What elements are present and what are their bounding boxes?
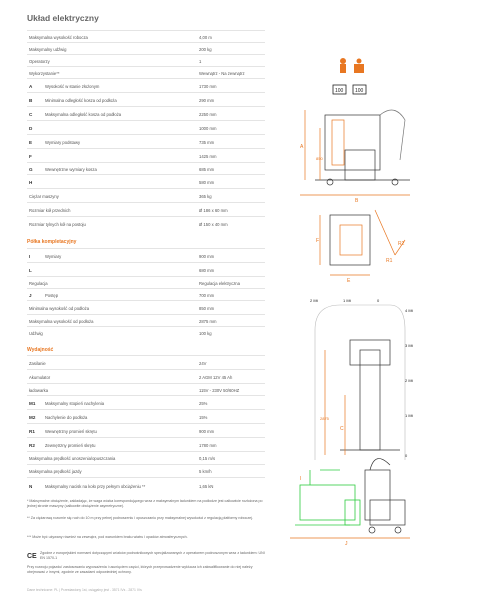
table-row bbox=[27, 202, 265, 217]
svg-text:R1: R1 bbox=[386, 258, 393, 264]
row-value: 2875 mm bbox=[199, 318, 217, 324]
row-key: M1 bbox=[29, 400, 36, 406]
table-row bbox=[27, 216, 265, 231]
row-value: 1,65 kN bbox=[199, 483, 214, 489]
row-key: C bbox=[29, 111, 33, 117]
row-value: Ø 150 x 40 mm bbox=[199, 221, 228, 227]
table-row bbox=[27, 423, 265, 438]
row-label: Wewnętrzne wymiary kosza bbox=[45, 166, 97, 172]
svg-text:R2: R2 bbox=[398, 241, 405, 247]
row-value: 1000 mm bbox=[199, 125, 217, 131]
row-value: Ø 186 x 60 mm bbox=[199, 207, 228, 213]
row-key: G bbox=[29, 166, 33, 172]
note-2: ** Za ciężarową rozumie się ruch do 10 m przy pełnej podnoszeniu i opuszczaniu przy maksymalnej wysokości z regulacją platformy roboczej. bbox=[27, 516, 253, 520]
green-reach-view bbox=[295, 470, 360, 525]
table-row bbox=[27, 300, 265, 315]
row-label: Akumulator bbox=[29, 374, 51, 380]
row-label: Minimalna wysokość od podłoża bbox=[29, 305, 90, 311]
top-view-machine bbox=[320, 210, 405, 275]
table-row bbox=[27, 106, 265, 121]
row-value: 25% bbox=[199, 400, 208, 406]
row-key: I bbox=[29, 253, 31, 259]
row-label: Wykorzystanie** bbox=[29, 70, 60, 76]
row-key: N bbox=[29, 483, 33, 489]
clearance-view bbox=[315, 305, 405, 460]
note-1: * Maksymalne obciążenie, zakładając, że waga wózka korespondującego wraz z maksymalnym ładunkiem na podłodze jest całkowicie rozłożona po jednej stronie maszyny (całkowite obciążenie asymetryczne). bbox=[27, 499, 263, 508]
page-title: Układ elektryczny bbox=[27, 13, 99, 23]
ce-mark: CE bbox=[27, 553, 37, 560]
svg-text:850: 850 bbox=[316, 156, 323, 161]
row-value: 1730 mm bbox=[199, 83, 217, 89]
meter-scale bbox=[310, 298, 414, 458]
svg-text:J: J bbox=[345, 541, 348, 547]
row-label: Wysokość w stanie złożonym bbox=[45, 83, 100, 89]
row-key: H bbox=[29, 179, 33, 185]
row-label: Rozmiar kół przednich bbox=[29, 207, 71, 213]
row-value: 1 bbox=[199, 58, 202, 64]
table-row bbox=[27, 188, 265, 203]
row-value: 290 mm bbox=[199, 97, 215, 103]
svg-text:2 Mt: 2 Mt bbox=[310, 298, 318, 303]
row-value: 685 mm bbox=[199, 166, 215, 172]
row-value: 1780 mm bbox=[199, 442, 217, 448]
row-value: 15% bbox=[199, 414, 208, 420]
row-key: R2 bbox=[29, 442, 35, 448]
svg-text:C: C bbox=[340, 426, 344, 432]
table-row bbox=[27, 148, 265, 163]
table-row bbox=[27, 120, 265, 135]
row-value: 115V - 230V 50/60HZ bbox=[199, 387, 240, 393]
row-label: Zasilanie bbox=[29, 360, 46, 366]
row-value: 1425 mm bbox=[199, 153, 217, 159]
row-value: 680 mm bbox=[199, 267, 215, 273]
row-value: 2 AGM 12V 45 Ah bbox=[199, 374, 233, 380]
svg-text:E: E bbox=[347, 278, 351, 284]
row-label: Nachylenie do podłoża bbox=[45, 414, 88, 420]
row-value: 580 mm bbox=[199, 179, 215, 185]
row-key: M2 bbox=[29, 414, 36, 420]
row-value: 100 kg bbox=[199, 330, 212, 336]
section-kompletacyjny: Półka kompletacyjny bbox=[27, 239, 77, 245]
table-row bbox=[27, 437, 265, 452]
svg-text:0: 0 bbox=[405, 453, 408, 458]
row-label: Wymiary podstawy bbox=[45, 139, 81, 145]
row-value: 900 mm bbox=[199, 253, 215, 259]
row-value: Wewnątrz - Na zewnątrz bbox=[199, 70, 245, 76]
svg-text:A: A bbox=[300, 144, 304, 150]
row-value: 200 kg bbox=[199, 46, 212, 52]
row-label: Maksymalny stopień nachylenia bbox=[45, 400, 105, 406]
svg-text:1 Mt: 1 Mt bbox=[405, 413, 413, 418]
svg-text:2 Mt: 2 Mt bbox=[405, 378, 413, 383]
badge-100: 100 bbox=[335, 88, 344, 94]
row-key: B bbox=[29, 97, 33, 103]
section-wydajnosc: Wydajność bbox=[27, 347, 54, 353]
table-row bbox=[27, 248, 265, 263]
svg-text:3 Mt: 3 Mt bbox=[405, 343, 413, 348]
row-label: Operatorzy bbox=[29, 58, 50, 64]
row-value: 700 mm bbox=[199, 292, 215, 298]
table-row bbox=[27, 78, 265, 93]
table-row bbox=[27, 326, 265, 339]
row-label: Wewnętrzny promień skrętu bbox=[45, 428, 97, 434]
row-value: 850 mm bbox=[199, 305, 215, 311]
ce-text: Zgodne z europejskimi normami dotyczącymi wózków podnośnikowych specjalizowanych z operatorem podnoszonym wraz z ładunkiem: UNI EN 1570-1 bbox=[40, 551, 265, 560]
table-row bbox=[27, 134, 265, 149]
row-value: 900 mm bbox=[199, 428, 215, 434]
note-3: *** Może być używany również na zewnątrz, pod warunkiem braku wiatru i opadów atmosferycznych. bbox=[27, 535, 188, 539]
row-key: A bbox=[29, 83, 33, 89]
table-row bbox=[27, 395, 265, 410]
table-row bbox=[27, 355, 265, 370]
row-key: R1 bbox=[29, 428, 35, 434]
svg-text:F: F bbox=[316, 238, 320, 244]
row-label: Ciężar maszyny bbox=[29, 193, 59, 199]
row-label: Rozmiar tylnych kół na postoju bbox=[29, 221, 86, 227]
operator-weight-icon bbox=[333, 58, 366, 94]
row-value: 4,00 m bbox=[199, 34, 212, 40]
row-value: 365 kg bbox=[199, 193, 212, 199]
row-label: Maksymalna prędkość unoszenia/opuszczania bbox=[29, 456, 116, 461]
row-key: J bbox=[29, 292, 32, 298]
badge-100b: 100 bbox=[355, 88, 364, 94]
row-key: L bbox=[29, 267, 32, 273]
row-label: Regulacja bbox=[29, 280, 48, 286]
row-key: E bbox=[29, 139, 33, 145]
row-label: Maksymalny udźwig bbox=[29, 46, 67, 52]
svg-text:1 Mt: 1 Mt bbox=[343, 298, 351, 303]
row-value: 735 mm bbox=[199, 139, 215, 145]
ce-text-2: Przy rozwoju pojazdu/ zastosowaniu wyposażenia i usunięciem części, których przeprowadzenie wyklucza ich zakwalifikowanie do niej należy obejmować z innymi, zgodnie ze zasadami odpowiedniej ochrony. bbox=[27, 565, 253, 574]
row-label: Maksymalny nacisk na koło przy pełnym obciążeniu ** bbox=[45, 483, 146, 489]
row-value: 5 km/h bbox=[199, 469, 212, 474]
svg-text:4 Mt: 4 Mt bbox=[405, 308, 413, 313]
side-view-machine bbox=[300, 110, 410, 195]
table-row bbox=[27, 92, 265, 107]
row-value: Regulacja elektryczna bbox=[199, 280, 240, 286]
svg-text:0: 0 bbox=[377, 298, 380, 303]
table-row bbox=[27, 477, 265, 494]
row-key: F bbox=[29, 153, 32, 159]
table-row bbox=[27, 369, 265, 384]
svg-text:I: I bbox=[300, 476, 302, 482]
row-key: D bbox=[29, 125, 33, 131]
row-label: Udźwig bbox=[29, 330, 43, 336]
row-label: Wymiary bbox=[45, 253, 62, 259]
svg-text:2875: 2875 bbox=[320, 416, 329, 421]
row-value: 24V bbox=[199, 360, 207, 366]
row-label: Minimalna odległość kosza od podłoża bbox=[45, 97, 117, 103]
footer-text: Dane techniczne: PL | Przestawiony 1st, osiągalny jest - 3571 IVs - 2871 IVs bbox=[27, 588, 142, 592]
row-label: Maksymalna wysokość robocza bbox=[29, 34, 88, 40]
row-label: Postęp bbox=[45, 292, 59, 298]
row-label: Maksymalna prędkość jazdy bbox=[29, 469, 82, 474]
table-row bbox=[27, 262, 265, 277]
table-row bbox=[27, 464, 265, 478]
table-row bbox=[27, 451, 265, 465]
row-label: Zewnętrzny promień skrętu bbox=[45, 442, 96, 448]
row-label: Maksymalna odległość kosza od podłoża bbox=[45, 111, 122, 117]
table-row bbox=[27, 174, 265, 189]
row-value: 0,15 m/s bbox=[199, 456, 216, 461]
row-label: ładowarka bbox=[29, 387, 49, 393]
row-value: 2250 mm bbox=[199, 111, 217, 117]
table-row bbox=[27, 409, 265, 424]
svg-text:B: B bbox=[355, 198, 359, 204]
row-label: Maksymalna wysokość od podłoża bbox=[29, 318, 94, 324]
